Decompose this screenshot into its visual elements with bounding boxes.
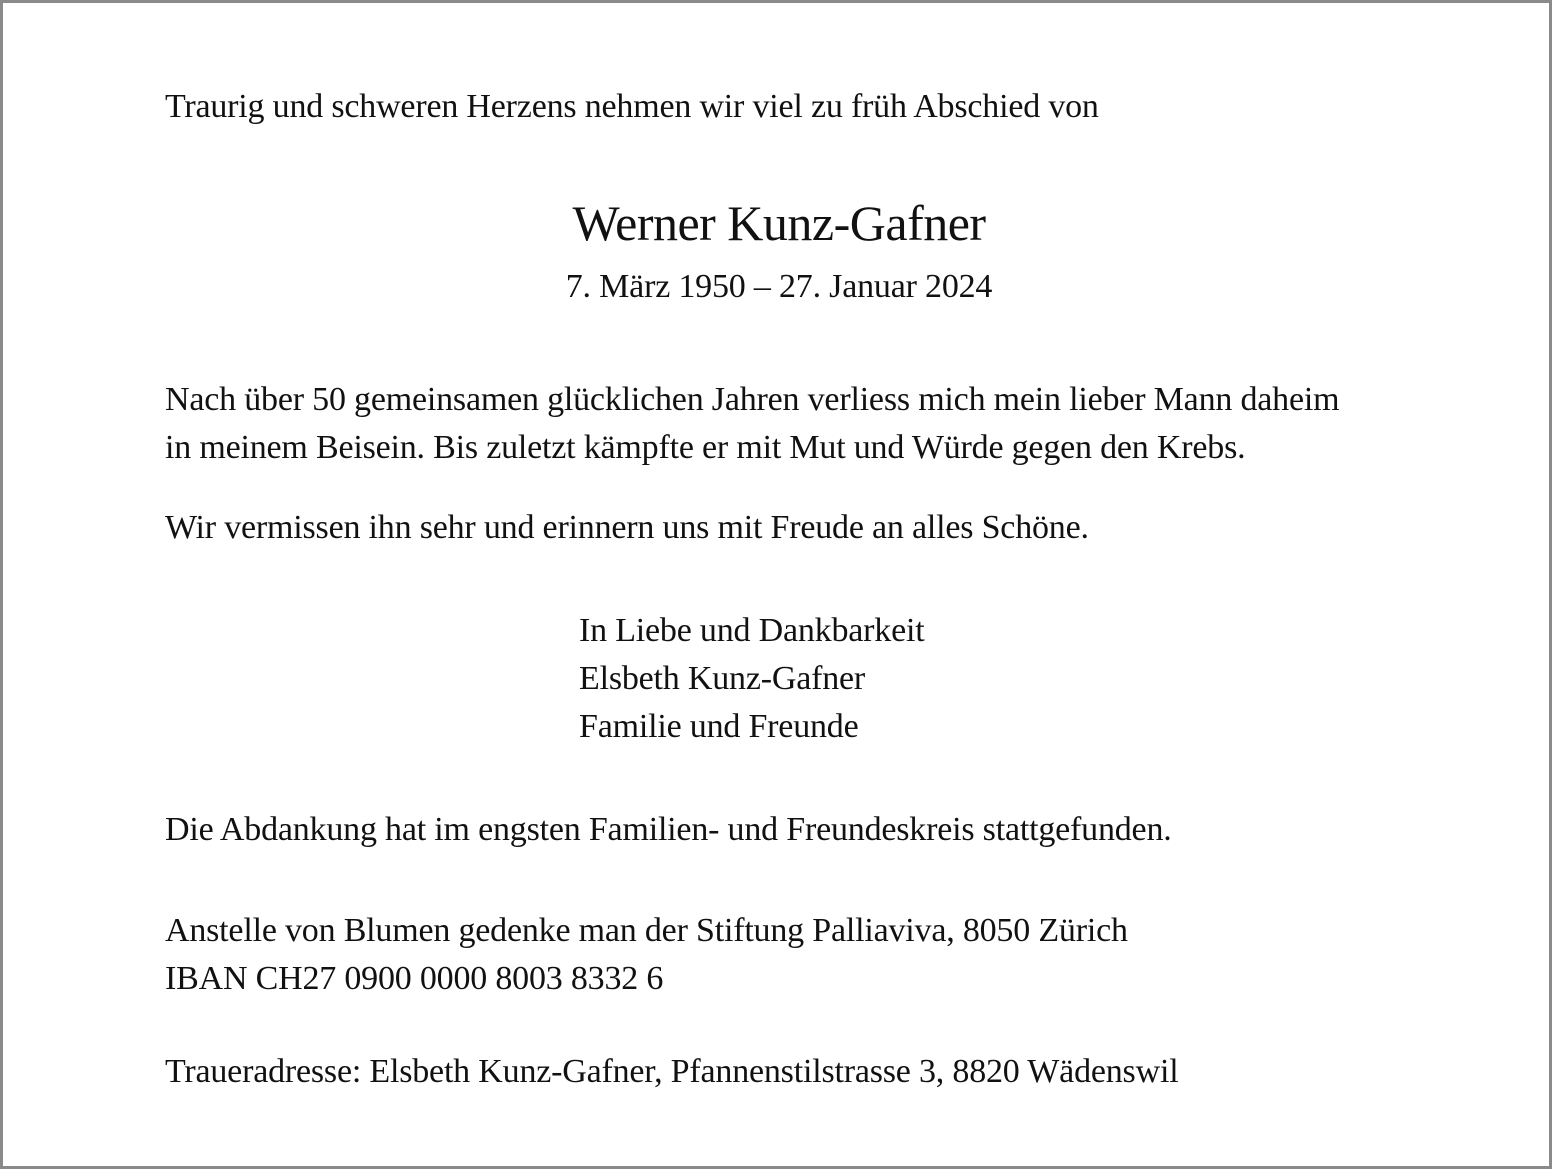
intro-text: Traurig und schweren Herzens nehmen wir viel zu früh Abschied von — [165, 88, 1099, 125]
paragraph-line-1: Nach über 50 gemeinsamen glücklichen Jahren verliess mich mein lieber Mann daheim — [165, 381, 1340, 418]
signature-line-2: Elsbeth Kunz-Gafner — [579, 660, 866, 697]
signature-line-1: In Liebe und Dankbarkeit — [579, 612, 925, 649]
iban-text: IBAN CH27 0900 0000 8003 8332 6 — [165, 960, 664, 997]
ceremony-text: Die Abdankung hat im engsten Familien- und Freundeskreis stattgefunden. — [165, 811, 1172, 848]
donation-text: Anstelle von Blumen gedenke man der Stiftung Palliaviva, 8050 Zürich — [165, 912, 1128, 949]
remembrance-text: Wir vermissen ihn sehr und erinnern uns mit Freude an alles Schöne. — [165, 509, 1089, 546]
paragraph-line-2: in meinem Beisein. Bis zuletzt kämpfte er mit Mut und Würde gegen den Krebs. — [165, 429, 1246, 466]
deceased-name: Werner Kunz-Gafner — [572, 195, 986, 251]
signature-line-3: Familie und Freunde — [579, 708, 859, 745]
life-dates: 7. März 1950 – 27. Januar 2024 — [565, 268, 993, 305]
mourning-address: Traueradresse: Elsbeth Kunz-Gafner, Pfannenstilstrasse 3, 8820 Wädenswil — [165, 1053, 1179, 1090]
